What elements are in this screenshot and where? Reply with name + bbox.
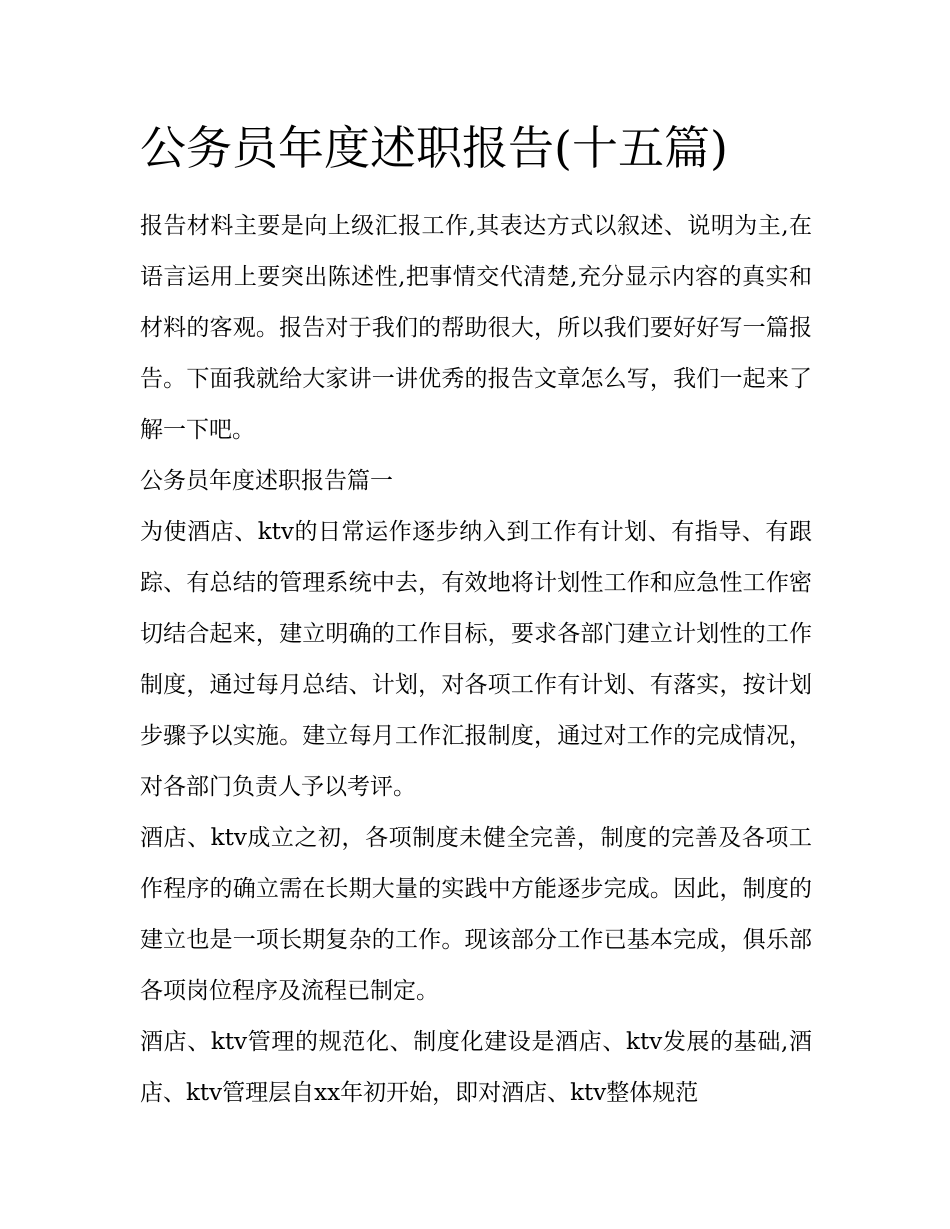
body-paragraph-2: 酒店、ktv成立之初，各项制度未健全完善，制度的完善及各项工作程序的确立需在长期大量的实践中方能逐步完成。因此，制度的建立也是一项长期复杂的工作。现该部分工作已基本完成，俱乐部各项岗位程序及流程已制定。: [140, 825, 812, 1004]
document-body: [140, 118, 812, 1119]
body-paragraph-1: 为使酒店、ktv的日常运作逐步纳入到工作有计划、有指导、有跟踪、有总结的管理系统中去，有效地将计划性工作和应急性工作密切结合起来，建立明确的工作目标，要求各部门建立计划性的工作制度，通过每月总结、计划，对各项工作有计划、有落实，按计划步骤予以实施。建立每月工作汇报制度，通过对工作的完成情况，对各部门负责人予以考评。: [140, 519, 812, 800]
body-paragraph-3: 酒店、ktv管理的规范化、制度化建设是酒店、ktv发展的基础,酒店、ktv管理层自xx年初开始，即对酒店、ktv整体规范: [140, 1029, 812, 1106]
intro-paragraph: 报告材料主要是向上级汇报工作,其表达方式以叙述、说明为主,在语言运用上要突出陈述性,把事情交代清楚,充分显示内容的真实和材料的客观。报告对于我们的帮助很大，所以我们要好好写一篇报告。下面我就给大家讲一讲优秀的报告文章怎么写，我们一起来了解一下吧。: [140, 213, 812, 443]
section-heading-1: 公务员年度述职报告篇一: [140, 468, 393, 494]
document-title: 公务员年度述职报告(十五篇): [140, 121, 728, 175]
